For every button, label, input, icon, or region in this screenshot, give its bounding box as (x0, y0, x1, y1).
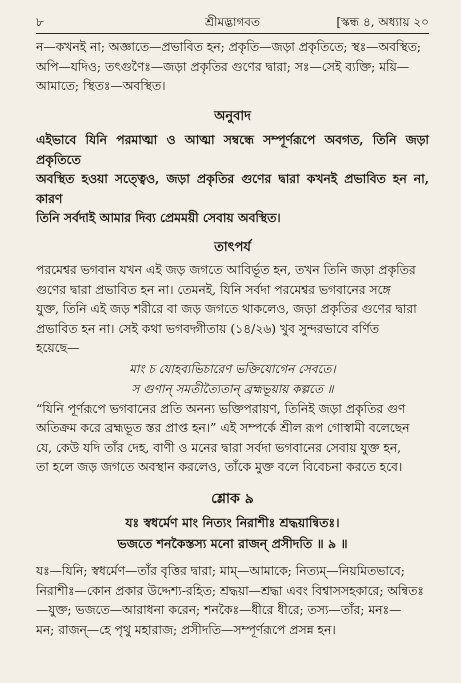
synonyms-section-1 (36, 38, 429, 97)
purport-line: যে, কেউ যদি তাঁর দেহ, বাণী ও মনের দ্বারা সর্বদা ভগবানের সেবায় যুক্ত হন, (36, 440, 402, 455)
purport-line: যুক্ত, তিনি এই জড় শরীরে বা জড় জগতে থাকলেও, জড়া প্রকৃতির গুণের দ্বারা (36, 302, 417, 316)
synonyms-line: ন—কখনই না; অজ্ঞাতে—প্রভাবিত হন; প্রকৃতি—জড়া প্রকৃতিতে; স্থঃ—অবস্থিত; (36, 40, 421, 54)
verse-line: স গুণান্ সমতীত্যৈতান্ ব্রহ্মভূয়ায় কল্পতে ॥ (131, 381, 334, 396)
purport-line: প্রভাবিত হন না। সেই কথা ভগবদ্গীতায় (১৪/২৬) খুব সুন্দরভাবে বর্ণিত (36, 321, 379, 336)
translation-section (36, 130, 429, 228)
synonyms-line: আমাতে; স্থিতঃ—অবস্থিত। (36, 79, 166, 93)
purport-line: হয়েছে— (36, 341, 80, 355)
synonyms-line: নিরাশীঃ—কোন প্রকার উদ্দেশ্য-রহিত; শ্রদ্ধয়া—শ্রদ্ধা এবং বিশ্বাসসহকারে; অন্বিতঃ (36, 583, 424, 598)
synonyms-line: —যুক্ত; ভজতে—আরাধনা করেন; শনকৈঃ—ধীরে ধীরে; তস্য—তাঁর; মনঃ— (36, 603, 402, 617)
purport-line: পরমেশ্বর ভগবান যখন এই জড় জগতে আবির্ভূত হন, তখন তিনি জড়া প্রকৃতির (36, 263, 416, 277)
purport-line: তা হলে জড় জগতে অবস্থান করলেও, তাঁকে মুক্ত বলে বিবেচনা করতে হবে। (36, 460, 403, 474)
purport-paragraph-2 (36, 400, 429, 478)
verse-line: মাং চ যোহব্যভিচারেণ ভক্তিযোগেন সেবতে। (129, 361, 336, 376)
page-body (36, 38, 429, 640)
sloka-line: যঃ স্বধর্মেণ মাং নিত্যং নিরাশীঃ শ্রদ্ধয়ান্বিতঃ। (125, 515, 340, 530)
purport-heading: তাৎপর্য (214, 239, 251, 255)
sloka-line: ভজতে শনকৈস্তস্য মনো রাজন্ প্রসীদতি ॥ ৯ ॥ (117, 536, 348, 551)
sloka-text (36, 512, 429, 554)
synonyms-line: যঃ—যিনি; স্বধর্মেণ—তাঁর বৃত্তির দ্বারা; মাম্—আমাকে; নিত্যম্—নিয়মিতভাবে; (36, 564, 405, 578)
translation-line: এইভাবে যিনি পরমাত্মা ও আত্মা সম্বন্ধে সম্পূর্ণরূপে অবগত, তিনি জড়া প্রকৃতিতে (36, 132, 429, 167)
translation-line: অবস্থিত হওয়া সত্ত্বেও, জড়া প্রকৃতির গুণের দ্বারা কখনই প্রভাবিত হন না, কারণ (36, 171, 429, 206)
quoted-verse (36, 360, 429, 399)
running-header (36, 14, 429, 34)
purport-line: গুণের দ্বারা প্রভাবিত হন না। তেমনই, যিনি সর্বদা পরমেশ্বর ভগবানের সঙ্গে (36, 282, 391, 297)
header-rule (36, 33, 429, 34)
book-title: শ্রীমদ্ভাগবত (204, 15, 260, 29)
page-number: ৮ (36, 15, 44, 29)
purport-paragraph-1 (36, 261, 429, 359)
purport-line: অতিক্রম করে ব্রহ্মভূত স্তর প্রাপ্ত হন।” এই সম্পর্কে শ্রীল রূপ গোস্বামী বলেছেন (36, 421, 410, 435)
synonyms-line: অপি—যদিও; তৎগুণৈঃ—জড়া প্রকৃতির গুণের দ্বারা; সঃ—সেই ব্যক্তি; ময়ি— (36, 59, 410, 74)
chapter-reference: [স্কন্ধ ৪, অধ্যায় ২০ (336, 15, 429, 29)
translation-line: তিনি সর্বদাই আমার দিব্য প্রেমময়ী সেবায় অবস্থিত। (36, 210, 281, 225)
purport-line: “যিনি পূর্ণরূপে ভগবানের প্রতি অনন্য ভক্তিপরায়ণ, তিনিই জড়া প্রকৃতির গুণ (36, 401, 406, 416)
synonyms-section-2 (36, 562, 429, 640)
synonyms-line: মন; রাজন্—হে পৃথু মহারাজ; প্রসীদতি—সম্পূর্ণরূপে প্রসন্ন হন। (36, 622, 336, 637)
sloka-heading: শ্লোক ৯ (211, 490, 254, 507)
translation-heading: অনুবাদ (214, 108, 251, 124)
